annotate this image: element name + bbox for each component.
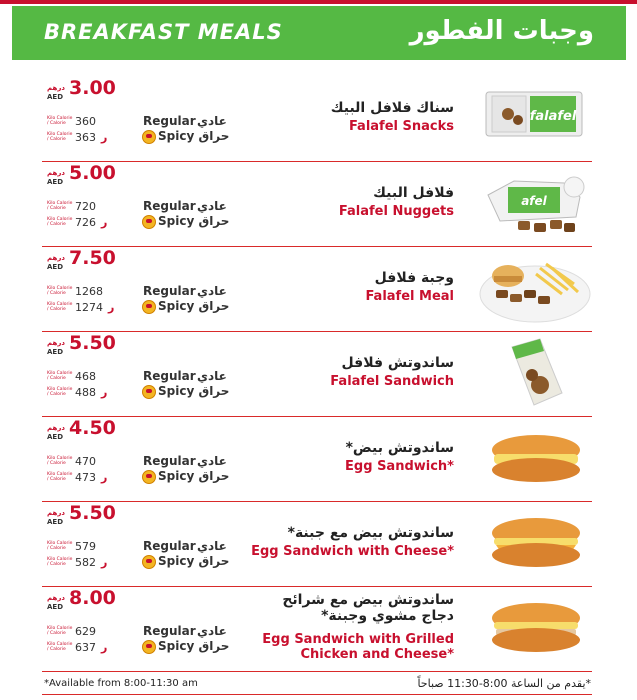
variant-regular-ar: عادي	[197, 199, 227, 213]
kcal-label: Kilo Calorie / Calorie	[47, 302, 73, 312]
spicy-mark: ر	[101, 386, 108, 399]
variant-spicy-ar: حراق	[198, 129, 230, 143]
price: 5.00	[69, 162, 116, 184]
variant-regular-en: Regular	[143, 624, 196, 638]
availability-note-en: *Available from 8:00-11:30 am	[44, 678, 198, 689]
spicy-mark: ر	[108, 301, 115, 314]
svg-text:falafel: falafel	[529, 109, 577, 124]
variant-regular-en: Regular	[143, 199, 196, 213]
variant-spicy-ar: حراق	[198, 554, 230, 568]
item-name-en: Egg Sandwich with Cheese*	[251, 544, 454, 559]
variant-regular-en: Regular	[143, 454, 196, 468]
kcal-label: Kilo Calorie / Calorie	[47, 541, 73, 551]
currency-en: AED	[47, 603, 64, 611]
menu-item-row	[42, 501, 592, 587]
menu-header	[12, 6, 626, 60]
variant-regular-en: Regular	[143, 114, 196, 128]
price: 4.50	[69, 417, 116, 439]
kcal-regular: 720	[75, 200, 96, 213]
item-name-ar: سناك فلافل البيك	[330, 100, 454, 116]
variant-spicy-en: Spicy	[158, 384, 195, 398]
kcal-regular: 1268	[75, 285, 103, 298]
variant-spicy-en: Spicy	[158, 299, 195, 313]
falafel-snacks-box-photo	[478, 80, 592, 156]
variant-spicy-en: Spicy	[158, 554, 195, 568]
chili-icon	[142, 385, 156, 399]
currency-ar: درهم	[47, 509, 65, 517]
kcal-label: Kilo Calorie / Calorie	[47, 456, 73, 466]
currency-ar: درهم	[47, 169, 65, 177]
kcal-regular: 579	[75, 540, 96, 553]
egg-cheese-sandwich-photo	[478, 505, 592, 581]
currency-ar: درهم	[47, 424, 65, 432]
kcal-regular: 468	[75, 370, 96, 383]
currency-en: AED	[47, 263, 64, 271]
footer-divider	[42, 694, 592, 695]
menu-item-row	[42, 161, 592, 247]
falafel-nuggets-box-photo	[478, 165, 592, 241]
spicy-mark: ر	[101, 471, 108, 484]
menu-item-row	[42, 76, 592, 162]
header-title-en: BREAKFAST MEALS	[44, 20, 283, 44]
price: 3.00	[69, 77, 116, 99]
kcal-label: Kilo Calorie / Calorie	[47, 132, 73, 142]
currency-label	[47, 594, 67, 612]
price: 5.50	[69, 502, 116, 524]
kcal-label: Kilo Calorie / Calorie	[47, 472, 73, 482]
variant-spicy-en: Spicy	[158, 469, 195, 483]
kcal-label: Kilo Calorie / Calorie	[47, 116, 73, 126]
kcal-label: Kilo Calorie / Calorie	[47, 642, 73, 652]
kcal-label: Kilo Calorie / Calorie	[47, 217, 73, 227]
top-accent-line	[0, 0, 637, 4]
variant-spicy-en: Spicy	[158, 129, 195, 143]
variant-spicy-en: Spicy	[158, 214, 195, 228]
kcal-regular: 360	[75, 115, 96, 128]
item-name-ar: وجبة فلافل	[374, 270, 454, 286]
price: 8.00	[69, 587, 116, 609]
chili-icon	[142, 300, 156, 314]
egg-chicken-cheese-sandwich-photo	[478, 590, 592, 666]
item-name-en: Falafel Snacks	[348, 119, 454, 134]
kcal-label: Kilo Calorie / Calorie	[47, 371, 73, 381]
item-name-en: Falafel Meal	[365, 289, 454, 304]
currency-label	[47, 169, 67, 187]
kcal-regular: 470	[75, 455, 96, 468]
variant-spicy-ar: حراق	[198, 214, 230, 228]
item-name-en: Falafel Nuggets	[338, 204, 454, 219]
menu-item-row	[42, 246, 592, 332]
variant-regular-ar: عادي	[197, 284, 227, 298]
currency-en: AED	[47, 433, 64, 441]
falafel-wrap-photo	[478, 335, 592, 411]
kcal-label: Kilo Calorie / Calorie	[47, 387, 73, 397]
variant-regular-ar: عادي	[197, 624, 227, 638]
variant-spicy-ar: حراق	[198, 469, 230, 483]
chili-icon	[142, 215, 156, 229]
variant-regular-en: Regular	[143, 284, 196, 298]
item-name-ar: ساندوتش بيض مع شرائح دجاج مشوي وجبنة*	[282, 592, 454, 624]
chili-icon	[142, 470, 156, 484]
egg-sandwich-photo	[478, 420, 592, 496]
spicy-mark: ر	[101, 556, 108, 569]
spicy-mark: ر	[101, 641, 108, 654]
kcal-spicy: 637 ر	[75, 641, 108, 654]
variant-regular-ar: عادي	[197, 539, 227, 553]
currency-en: AED	[47, 178, 64, 186]
kcal-spicy: 726 ر	[75, 216, 108, 229]
currency-label	[47, 509, 67, 527]
kcal-regular: 629	[75, 625, 96, 638]
kcal-label: Kilo Calorie / Calorie	[47, 201, 73, 211]
svg-text:afel: afel	[521, 194, 547, 208]
chili-icon	[142, 555, 156, 569]
variant-regular-ar: عادي	[197, 369, 227, 383]
variant-regular-ar: عادي	[197, 114, 227, 128]
currency-ar: درهم	[47, 594, 65, 602]
variant-spicy-ar: حراق	[198, 299, 230, 313]
kcal-label: Kilo Calorie / Calorie	[47, 286, 73, 296]
kcal-spicy: 473 ر	[75, 471, 108, 484]
currency-en: AED	[47, 518, 64, 526]
currency-label	[47, 339, 67, 357]
menu-item-row	[42, 416, 592, 502]
currency-label	[47, 254, 67, 272]
spicy-mark: ر	[101, 216, 108, 229]
item-name-en: Egg Sandwich*	[345, 459, 454, 474]
price: 5.50	[69, 332, 116, 354]
price: 7.50	[69, 247, 116, 269]
kcal-spicy: 582 ر	[75, 556, 108, 569]
falafel-meal-plate-photo	[478, 250, 592, 326]
currency-ar: درهم	[47, 84, 65, 92]
menu-item-row	[42, 586, 592, 672]
kcal-label: Kilo Calorie / Calorie	[47, 626, 73, 636]
menu-item-row	[42, 331, 592, 417]
item-name-ar: ساندوتش بيض مع جبنة*	[287, 525, 454, 541]
variant-spicy-ar: حراق	[198, 639, 230, 653]
variant-regular-en: Regular	[143, 369, 196, 383]
item-name-ar: ساندوتش فلافل	[341, 355, 454, 371]
header-title-ar: وجبات الفطور	[409, 16, 594, 46]
availability-note-ar: *يقدم من الساعة 8:00-11:30 صباحاً	[417, 677, 591, 690]
chili-icon	[142, 640, 156, 654]
currency-en: AED	[47, 348, 64, 356]
kcal-spicy: 488 ر	[75, 386, 108, 399]
kcal-label: Kilo Calorie / Calorie	[47, 557, 73, 567]
currency-ar: درهم	[47, 339, 65, 347]
item-name-ar: فلافل البيك	[373, 185, 454, 201]
spicy-mark: ر	[101, 131, 108, 144]
currency-ar: درهم	[47, 254, 65, 262]
currency-label	[47, 424, 67, 442]
kcal-spicy: 363 ر	[75, 131, 108, 144]
item-name-en: Falafel Sandwich	[330, 374, 454, 389]
variant-regular-ar: عادي	[197, 454, 227, 468]
currency-en: AED	[47, 93, 64, 101]
item-name-en: Egg Sandwich with Grilled Chicken and Cheese*	[262, 632, 454, 662]
variant-spicy-ar: حراق	[198, 384, 230, 398]
kcal-spicy: 1274 ر	[75, 301, 115, 314]
variant-regular-en: Regular	[143, 539, 196, 553]
item-name-ar: ساندوتش بيض*	[345, 440, 454, 456]
currency-label	[47, 84, 67, 102]
variant-spicy-en: Spicy	[158, 639, 195, 653]
chili-icon	[142, 130, 156, 144]
